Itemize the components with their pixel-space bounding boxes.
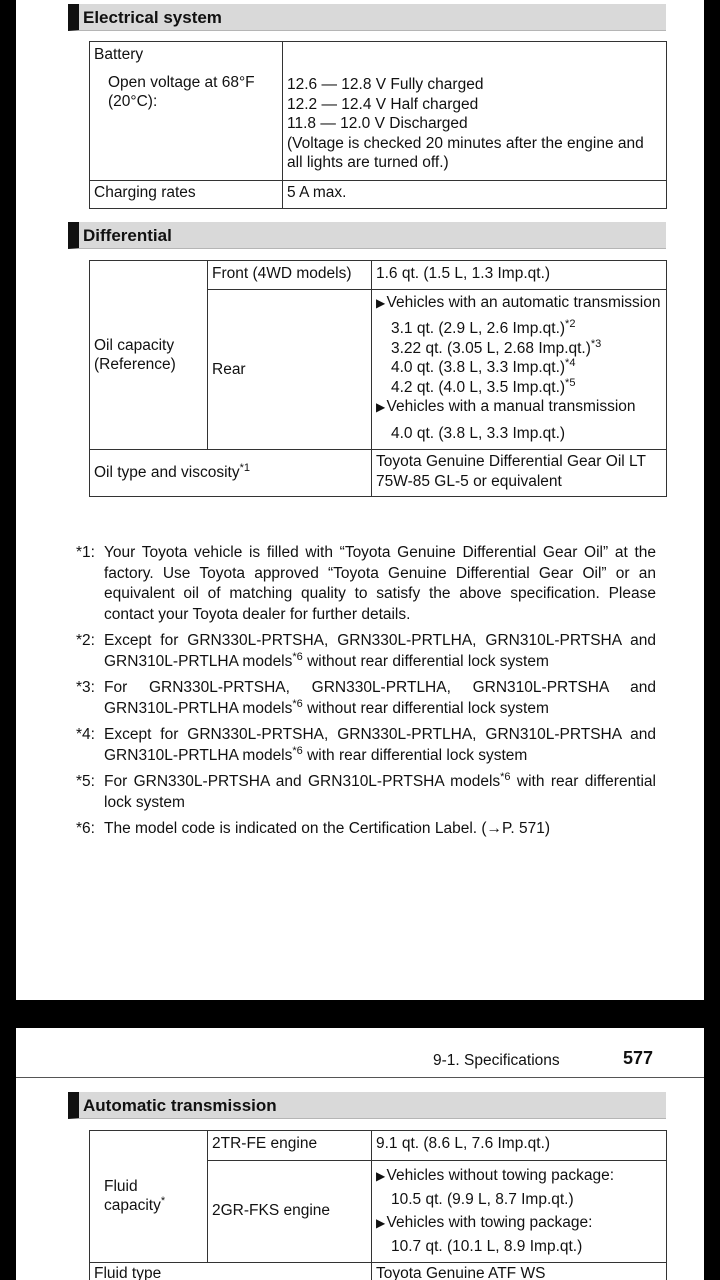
engine2-values-cell (372, 1160, 667, 1262)
oil-type-value: Toyota Genuine Differential Gear Oil LT 75W-85 GL-5 or equivalent (372, 450, 667, 497)
rear-manual-value: 4.0 qt. (3.8 L, 3.3 Imp.qt.) (391, 424, 566, 442)
engine2-label: 2GR-FKS engine (208, 1160, 372, 1262)
electrical-system-heading: Electrical system (68, 4, 666, 31)
battery-label: Battery (94, 46, 144, 63)
open-voltage-label: Open voltage at 68°F (20°C): (108, 73, 255, 110)
fluid-type-value: Toyota Genuine ATF WS (372, 1262, 667, 1280)
footnotes (76, 543, 656, 846)
footnote-5: *5: For GRN330L-PRTSHA and GRN310L-PRTSHA models$^{*6}$ with rear differential lock system (76, 770, 656, 811)
manual-page-576 (16, 0, 704, 1000)
rear-auto-value-4: 4.2 qt. (4.0 L, 3.5 Imp.qt.)$^{*5}$ (391, 376, 576, 396)
page-number: 577 (623, 1048, 654, 1068)
manual-trans-heading: ▶ Vehicles with a manual transmission (376, 398, 636, 415)
front-row (90, 261, 667, 290)
battery-row (90, 42, 667, 181)
charging-value: 5 A max. (283, 180, 667, 209)
triangle-bullet-icon: ▶ (376, 400, 386, 414)
engine1-row (90, 1131, 667, 1161)
triangle-bullet-icon: ▶ (376, 1168, 386, 1183)
footnote-3: *3: For GRN330L-PRTSHA, GRN330L-PRTLHA, GRN310L-PRTSHA and GRN310L-PRTLHA models$^{*6}$ without rear differential lock system (76, 679, 656, 717)
engine1-value: 9.1 qt. (8.6 L, 7.6 Imp.qt.) (372, 1131, 667, 1161)
electrical-table (89, 41, 667, 209)
fluid-type-row (90, 1262, 667, 1280)
voltage-discharged: 11.8 — 12.0 V Discharged (287, 115, 468, 132)
transmission-table (89, 1130, 667, 1280)
rear-auto-value-3: 4.0 qt. (3.8 L, 3.3 Imp.qt.)$^{*4}$ (391, 356, 576, 376)
engine1-label: 2TR-FE engine (208, 1131, 372, 1161)
without-towing-value: 10.5 qt. (9.9 L, 8.7 Imp.qt.) (391, 1190, 574, 1208)
rear-label: Rear (208, 289, 372, 450)
oil-capacity-label: Oil capacity (Reference) (90, 261, 208, 450)
rear-auto-value-2: 3.22 qt. (3.05 L, 2.68 Imp.qt.)$^{*3}$ (391, 337, 602, 357)
fluid-capacity-label: Fluid capacity* (90, 1131, 208, 1263)
voltage-values-cell (283, 42, 667, 181)
charging-label: Charging rates (90, 180, 283, 209)
without-towing-label: ▶ Vehicles without towing package: (376, 1166, 615, 1184)
oil-type-label: Oil type and viscosity$^{*1}$ (90, 450, 372, 497)
oil-type-row (90, 450, 667, 497)
fluid-type-label: Fluid type (90, 1262, 372, 1280)
automatic-transmission-heading: Automatic transmission (68, 1092, 666, 1119)
auto-trans-heading: ▶ Vehicles with an automatic transmission (376, 293, 661, 311)
footnote-4: *4: Except for GRN330L-PRTSHA, GRN330L-PRTLHA, GRN310L-PRTSHA and GRN310L-PRTLHA models$^{*6}$ with rear differential lock system (76, 726, 656, 764)
with-towing-label: ▶ Vehicles with towing package: (376, 1213, 593, 1231)
with-towing-value: 10.7 qt. (10.1 L, 8.9 Imp.qt.) (391, 1237, 583, 1255)
footnote-6: *6: The model code is indicated on the Certification Label. (→P. 571) (76, 820, 551, 837)
differential-heading: Differential (68, 222, 666, 249)
charging-row (90, 180, 667, 209)
manual-page-577 (16, 1028, 704, 1280)
voltage-half: 12.2 — 12.4 V Half charged (287, 95, 479, 113)
rear-auto-value-1: 3.1 qt. (2.9 L, 2.6 Imp.qt.)$^{*2}$ (391, 317, 576, 337)
front-value: 1.6 qt. (1.5 L, 1.3 Imp.qt.) (372, 261, 667, 290)
front-label: Front (4WD models) (208, 261, 372, 290)
triangle-bullet-icon: ▶ (376, 1215, 386, 1230)
triangle-bullet-icon: ▶ (376, 295, 386, 310)
footnote-2: *2: Except for GRN330L-PRTSHA, GRN330L-PRTLHA, GRN310L-PRTSHA and GRN310L-PRTLHA models$^{*6}$ without rear differential lock system (76, 632, 656, 670)
battery-label-cell (90, 42, 283, 181)
voltage-note: (Voltage is checked 20 minutes after the engine and all lights are turned off.) (287, 134, 644, 171)
voltage-full: 12.6 — 12.8 V Fully charged (287, 76, 484, 93)
footnote-1: *1: Your Toyota vehicle is filled with “Toyota Genuine Differential Gear Oil” at the factory. Use Toyota approved “Toyota Genuine Differential Gear Oil” or an equivalent oil of matching quality to satisfy the above specification. Please contact your Toyota dealer for further details. (76, 544, 656, 623)
differential-table (89, 260, 667, 497)
rear-values-cell (372, 289, 667, 450)
header-divider (16, 1077, 704, 1078)
section-title: 9-1. Specifications (433, 1052, 560, 1069)
